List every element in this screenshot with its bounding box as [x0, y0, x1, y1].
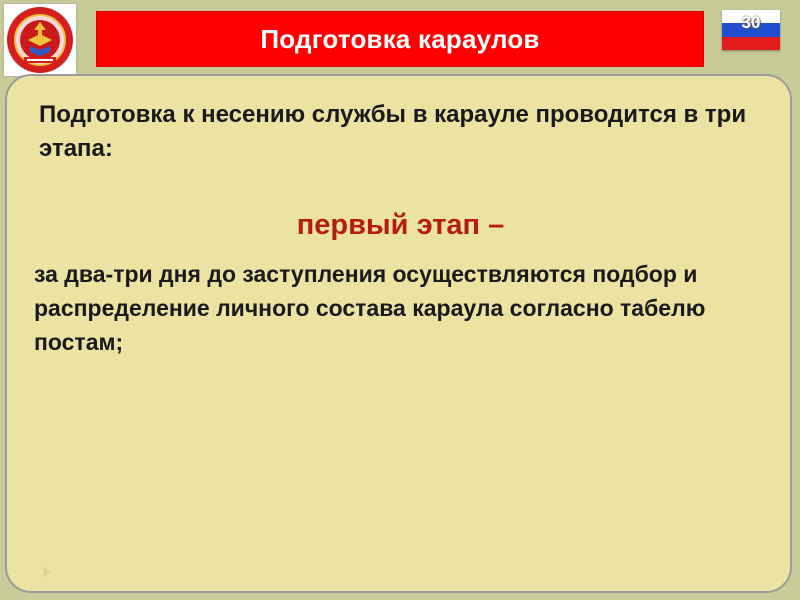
- page-title: Подготовка караулов: [260, 23, 540, 54]
- emblem-logo: [3, 3, 77, 77]
- intro-text: Подготовка к несению службы в карауле проводится в три этапа:: [39, 101, 747, 162]
- stage-description: за два-три дня до заступления осуществляются подбор и распределение личного состава караула согласно табелю постам;: [34, 261, 706, 355]
- content-panel: [5, 74, 792, 593]
- slide-number: 30: [741, 13, 761, 32]
- military-academy-emblem-icon: [4, 4, 76, 76]
- title-banner: [97, 12, 703, 66]
- stage-heading: первый этап –: [296, 209, 505, 241]
- play-icon[interactable]: [43, 566, 51, 578]
